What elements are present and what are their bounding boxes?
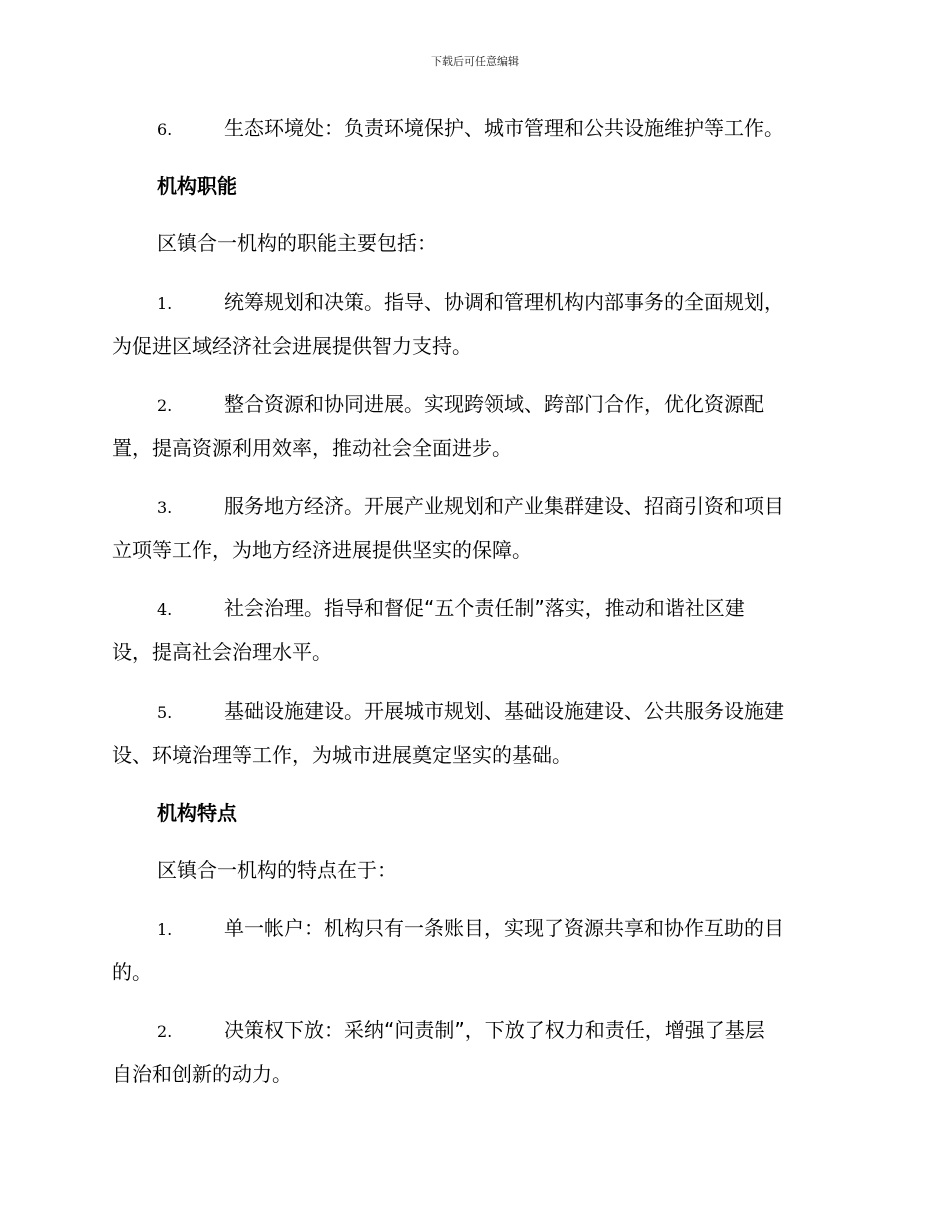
list-item-text: 生态环境处：负责环境保护、城市管理和公共设施维护等工作。 — [224, 116, 784, 140]
section-intro-functions: 区镇合一机构的职能主要包括： — [157, 231, 437, 255]
list-item-text: 决策权下放：采纳“问责制”，下放了权力和责任，增强了基层 — [224, 1018, 765, 1042]
list-number: 1. — [157, 294, 173, 313]
list-item-text-continued: 为促进区域经济社会进展提供智力支持。 — [112, 334, 472, 358]
list-item-text: 服务地方经济。开展产业规划和产业集群建设、招商引资和项目 — [224, 494, 784, 518]
page-header: 下载后可任意编辑 — [431, 55, 519, 68]
list-item-text: 社会治理。指导和督促“五个责任制”落实，推动和谐社区建 — [224, 596, 745, 620]
section-heading-functions: 机构职能 — [157, 174, 237, 198]
list-item-text-continued: 的。 — [112, 960, 152, 984]
list-item-text: 统筹规划和决策。指导、协调和管理机构内部事务的全面规划， — [224, 290, 784, 314]
section-intro-features: 区镇合一机构的特点在于： — [157, 858, 397, 882]
section-heading-features: 机构特点 — [157, 801, 237, 825]
list-number: 3. — [157, 498, 173, 517]
list-item-text-continued: 设、环境治理等工作，为城市进展奠定坚实的基础。 — [112, 743, 572, 767]
list-item-text-continued: 自治和创新的动力。 — [112, 1062, 292, 1086]
list-number: 1. — [157, 920, 173, 939]
list-item-text-continued: 置，提高资源利用效率，推动社会全面进步。 — [112, 436, 512, 460]
list-item-text: 基础设施建设。开展城市规划、基础设施建设、公共服务设施建 — [224, 699, 784, 723]
list-number: 4. — [157, 600, 173, 619]
list-item-text: 整合资源和协同进展。实现跨领域、跨部门合作，优化资源配 — [224, 392, 764, 416]
list-item-text-continued: 立项等工作，为地方经济进展提供坚实的保障。 — [112, 538, 532, 562]
list-number: 2. — [157, 396, 173, 415]
list-item-text-continued: 设，提高社会治理水平。 — [112, 640, 332, 664]
list-number: 6. — [157, 120, 173, 139]
list-number: 2. — [157, 1022, 173, 1041]
list-number: 5. — [157, 703, 173, 722]
list-item-text: 单一帐户：机构只有一条账目，实现了资源共享和协作互助的目 — [224, 916, 784, 940]
